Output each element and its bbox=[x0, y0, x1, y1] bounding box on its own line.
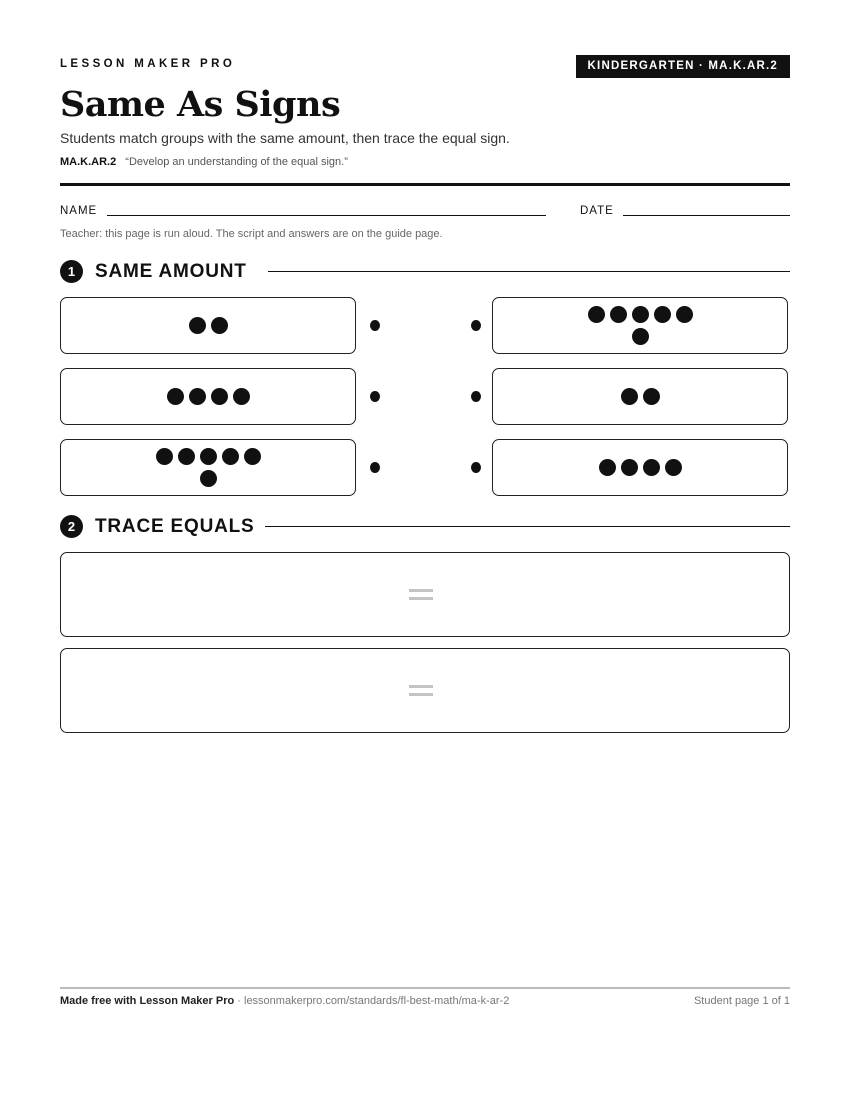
right-connector-dot[interactable] bbox=[471, 462, 481, 473]
counting-dot bbox=[178, 448, 195, 465]
counting-dot bbox=[665, 459, 682, 476]
footer-brand: Made free with Lesson Maker Pro bbox=[60, 995, 235, 1007]
equals-bar bbox=[409, 597, 433, 600]
counting-dot bbox=[200, 470, 217, 487]
counting-dot bbox=[643, 388, 660, 405]
traceable-equals-icon bbox=[409, 685, 433, 701]
counting-dot bbox=[588, 306, 605, 323]
counting-dot bbox=[244, 448, 261, 465]
counting-dot bbox=[632, 328, 649, 345]
footer-separator: · bbox=[234, 995, 244, 1007]
right-group-box[interactable] bbox=[492, 439, 788, 496]
brand-wordmark: LESSON MAKER PRO bbox=[60, 58, 236, 70]
counting-dot bbox=[200, 448, 217, 465]
name-field[interactable] bbox=[107, 215, 546, 216]
section-title: SAME AMOUNT bbox=[95, 261, 247, 282]
right-group-box[interactable] bbox=[492, 297, 788, 354]
dot-group bbox=[585, 459, 695, 476]
standard-code: MA.K.AR.2 bbox=[60, 156, 117, 168]
page-subtitle: Students match groups with the same amount, then trace the equal sign. bbox=[60, 130, 510, 146]
counting-dot bbox=[211, 317, 228, 334]
counting-dot bbox=[676, 306, 693, 323]
date-label: DATE bbox=[580, 205, 614, 217]
section-trace-equals bbox=[60, 514, 790, 540]
name-label: NAME bbox=[60, 205, 98, 217]
counting-dot bbox=[189, 388, 206, 405]
counting-dot bbox=[632, 306, 649, 323]
counting-dot bbox=[233, 388, 250, 405]
section-title: TRACE EQUALS bbox=[95, 516, 255, 537]
counting-dot bbox=[654, 306, 671, 323]
teacher-note: Teacher: this page is run aloud. The script and answers are on the guide page. bbox=[60, 228, 443, 240]
date-field[interactable] bbox=[623, 215, 790, 216]
footer-page-number: Student page 1 of 1 bbox=[693, 995, 790, 1007]
standard-line bbox=[60, 156, 348, 168]
left-connector-dot[interactable] bbox=[370, 320, 380, 331]
counting-dot bbox=[621, 388, 638, 405]
trace-row[interactable] bbox=[60, 648, 790, 733]
standard-description: “Develop an understanding of the equal sign.” bbox=[125, 156, 348, 168]
left-group-box[interactable] bbox=[60, 368, 356, 425]
left-group-box[interactable] bbox=[60, 439, 356, 496]
dot-group bbox=[153, 448, 263, 487]
dot-group bbox=[585, 306, 695, 345]
counting-dot bbox=[156, 448, 173, 465]
grade-standard-badge: KINDERGARTEN · MA.K.AR.2 bbox=[576, 55, 790, 78]
dot-group bbox=[153, 317, 263, 334]
dot-group bbox=[585, 388, 695, 405]
counting-dot bbox=[167, 388, 184, 405]
counting-dot bbox=[211, 388, 228, 405]
footer-divider bbox=[60, 987, 790, 989]
equals-bar bbox=[409, 589, 433, 592]
trace-row[interactable] bbox=[60, 552, 790, 637]
counting-dot bbox=[610, 306, 627, 323]
counting-dot bbox=[599, 459, 616, 476]
traceable-equals-icon bbox=[409, 589, 433, 605]
left-group-box[interactable] bbox=[60, 297, 356, 354]
equals-bar bbox=[409, 693, 433, 696]
equals-bar bbox=[409, 685, 433, 688]
header-divider bbox=[60, 183, 790, 186]
section-number-badge: 2 bbox=[60, 515, 83, 538]
left-connector-dot[interactable] bbox=[370, 391, 380, 402]
section-same-amount bbox=[60, 259, 790, 285]
dot-group bbox=[153, 388, 263, 405]
counting-dot bbox=[222, 448, 239, 465]
section-rule bbox=[265, 526, 790, 527]
right-connector-dot[interactable] bbox=[471, 391, 481, 402]
section-rule bbox=[268, 271, 790, 272]
counting-dot bbox=[643, 459, 660, 476]
section-number-badge: 1 bbox=[60, 260, 83, 283]
right-connector-dot[interactable] bbox=[471, 320, 481, 331]
page-title: Same As Signs bbox=[60, 84, 341, 125]
counting-dot bbox=[621, 459, 638, 476]
footer-url-link[interactable]: lessonmakerpro.com/standards/fl-best-math/ma-k-ar-2 bbox=[244, 995, 510, 1007]
footer-credit bbox=[60, 995, 509, 1007]
counting-dot bbox=[189, 317, 206, 334]
left-connector-dot[interactable] bbox=[370, 462, 380, 473]
worksheet-page bbox=[60, 0, 790, 1100]
right-group-box[interactable] bbox=[492, 368, 788, 425]
